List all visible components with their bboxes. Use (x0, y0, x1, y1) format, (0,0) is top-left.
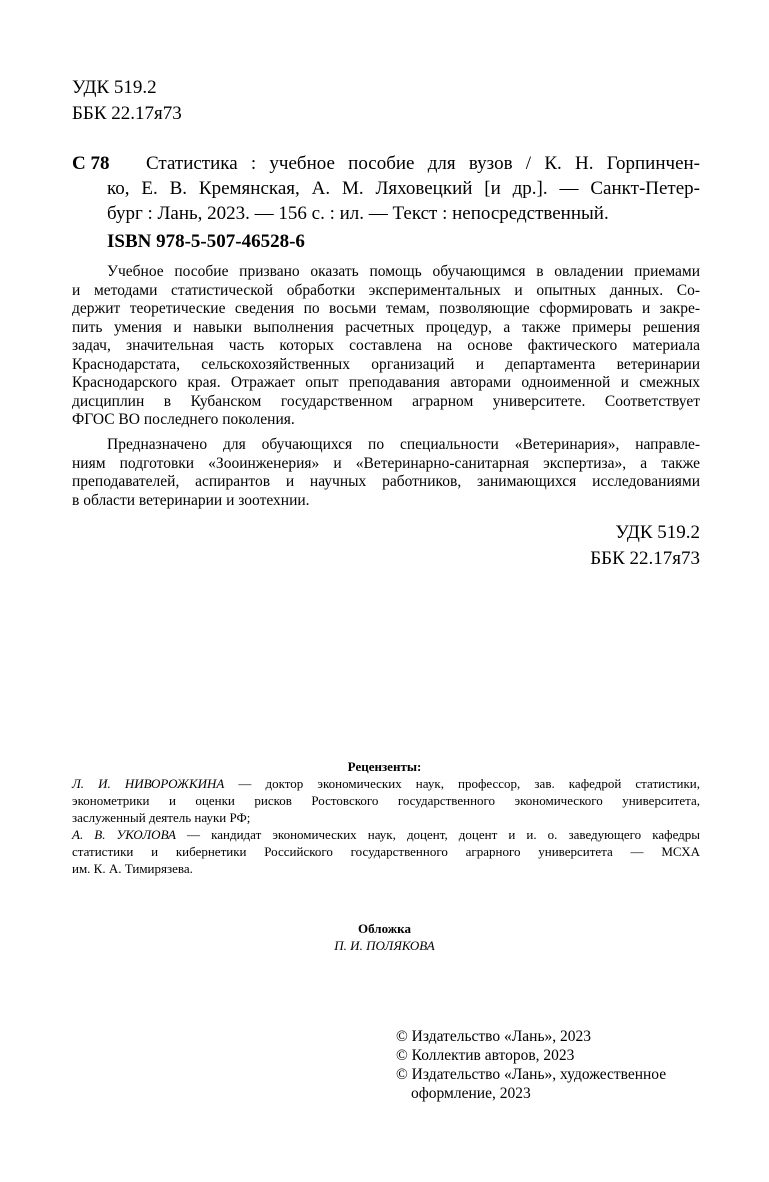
udk-code-top: УДК 519.2 (72, 77, 157, 98)
author-sign: С 78 (72, 153, 110, 174)
annotation-line: Краснодарстата, сельскохозяйственных организаций и департамента ветеринарии (72, 355, 700, 373)
annotation-line: и методами статистической обработки экспериментальных и опытных данных. Со- (72, 281, 700, 299)
copyright-design: © Издательство «Лань», художественное (396, 1066, 667, 1083)
annotation-line: Краснодарского края. Отражает опыт преподавания авторами одноименной и смежных (72, 374, 700, 391)
annotation-line: преподавателей, аспирантов и научных работников, занимающихся исследованиями (72, 473, 700, 490)
udk-code-bottom: УДК 519.2 (615, 522, 700, 543)
cover-title: Обложка (358, 921, 411, 936)
annotation-line: держит теоретические сведения по восьми темам, позволяющие сформировать и закре- (72, 300, 700, 317)
reviewer-1-line-2: эконометрики и оценки рисков Ростовского государственного экономического университета, (72, 793, 700, 808)
annotation-line: пить умения и навыки выполнения расчетных процедур, а также примеры решения (72, 318, 700, 336)
reviewer-1-line-3: заслуженный деятель науки РФ; (72, 810, 251, 825)
copyright-publisher: © Издательство «Лань», 2023 (396, 1028, 592, 1045)
bib-line-2: ко, Е. В. Кремянская, А. М. Ляховецкий [и др.]. — Санкт-Петер- (107, 178, 700, 199)
reviewer-2-line-3: им. К. А. Тимирязева. (72, 861, 193, 876)
annotation-line: Учебное пособие призвано оказать помощь обучающимся в овладении приемами (107, 263, 700, 280)
bib-line-1: Статистика : учебное пособие для вузов / К. Н. Горпинчен- (146, 153, 700, 174)
reviewer-2-name: А. В. УКОЛОВА (72, 827, 176, 842)
reviewer-1-line-1: Л. И. НИВОРОЖКИНА — доктор экономических наук, профессор, зав. кафедрой статистики, (72, 776, 701, 791)
reviewers-title: Рецензенты: (347, 759, 422, 774)
copyright-authors: © Коллектив авторов, 2023 (396, 1047, 575, 1064)
copyright-design-cont: оформление, 2023 (411, 1085, 531, 1102)
reviewer-2-line-1: А. В. УКОЛОВА — кандидат экономических наук, доцент, доцент и и. о. заведующего кафедры (72, 827, 701, 842)
annotation-line: Предназначено для обучающихся по специальности «Ветеринария», направле- (107, 436, 700, 453)
annotation-line: ФГОС ВО последнего поколения. (72, 411, 295, 428)
reviewer-1-name: Л. И. НИВОРОЖКИНА (72, 776, 225, 791)
annotation-line: ниям подготовки «Зооинженерия» и «Ветеринарно-санитарная экспертиза», а также (72, 454, 700, 472)
bbk-code-bottom: ББК 22.17я73 (590, 548, 700, 569)
reviewer-2-line-2: статистики и кибернетики Российского государственного аграрного университета — МСХА (72, 844, 700, 859)
cover-artist: П. И. ПОЛЯКОВА (334, 938, 435, 953)
annotation-line: задач, значительная часть которых составлена на основе фактического материала (72, 337, 700, 354)
bib-line-3: бург : Лань, 2023. — 156 с. : ил. — Текст : непосредственный. (107, 203, 609, 224)
annotation-line: дисциплин в Кубанском государственном аграрном университете. Соответствует (72, 392, 700, 410)
bbk-code-top: ББК 22.17я73 (72, 103, 182, 124)
annotation-line: в области ветеринарии и зоотехнии. (72, 491, 310, 509)
isbn: ISBN 978-5-507-46528-6 (107, 231, 305, 252)
